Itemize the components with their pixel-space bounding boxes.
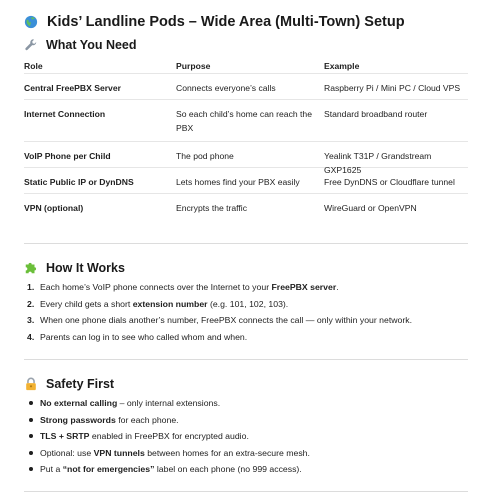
table-cell-role: Internet Connection xyxy=(24,109,106,119)
list-text: Parents can log in to see who called whom and when. xyxy=(40,331,248,342)
table-cell-purpose: Connects everyone’s calls xyxy=(176,83,276,93)
table-header-row xyxy=(24,58,468,74)
table-cell-example: WireGuard or OpenVPN xyxy=(324,203,417,213)
table-row xyxy=(24,168,468,194)
table-row xyxy=(24,142,468,175)
puzzle-icon xyxy=(24,261,38,275)
list-item xyxy=(24,461,468,478)
list-text: . xyxy=(336,282,339,292)
list-item xyxy=(24,428,468,445)
table-cell-role: Static Public IP or DynDNS xyxy=(24,177,134,187)
list-item xyxy=(24,329,468,346)
table-cell-purpose: Encrypts the traffic xyxy=(176,203,248,213)
list-bold-text: extension number xyxy=(132,298,208,309)
list-text: for each phone. xyxy=(115,414,179,425)
list-number: 2. xyxy=(27,298,35,309)
section-heading-text: Safety First xyxy=(46,377,115,391)
table-cell-purpose: Lets homes find your PBX easily xyxy=(176,177,300,187)
list-text: between homes for an extra-secure mesh. xyxy=(144,447,310,458)
section-divider xyxy=(24,359,468,360)
safety-list xyxy=(24,395,468,478)
list-bold-text: VPN tunnels xyxy=(93,447,145,458)
requirements-table xyxy=(24,58,468,220)
section-heading-text: What You Need xyxy=(46,38,137,52)
table-cell-purpose: The pod phone xyxy=(176,151,234,161)
list-item xyxy=(24,312,468,329)
bullet-icon xyxy=(29,418,33,422)
list-number: 1. xyxy=(27,282,35,292)
page-title-text: Kids’ Landline Pods – Wide Area (Multi-Town) Setup xyxy=(47,14,405,30)
section-heading-what-you-need xyxy=(24,38,137,52)
list-text: enabled in FreePBX for encrypted audio. xyxy=(89,431,249,441)
lock-icon xyxy=(24,377,38,391)
column-header-role: Role xyxy=(24,61,43,71)
list-text: When one phone dials another’s number, FreePBX connects the call — only within your network. xyxy=(40,315,412,325)
globe-icon xyxy=(24,15,38,29)
table-cell-example: Free DynDNS or Cloudflare tunnel xyxy=(324,177,455,187)
section-divider xyxy=(24,491,468,492)
how-it-works-list xyxy=(24,279,468,345)
section-heading-how-it-works xyxy=(24,261,125,275)
table-row xyxy=(24,74,468,100)
table-cell-role: VPN (optional) xyxy=(24,203,84,213)
table-row xyxy=(24,194,468,220)
table-cell-purpose: So each child’s home can reach the PBX xyxy=(176,109,312,133)
list-bold-text: FreePBX server xyxy=(271,282,337,292)
list-number: 3. xyxy=(27,315,35,325)
section-heading-text: How It Works xyxy=(46,261,125,275)
list-item xyxy=(24,279,468,296)
table-cell-example: Standard broadband router xyxy=(324,109,428,119)
section-divider xyxy=(24,243,468,244)
list-text: Put a xyxy=(40,464,63,474)
list-text: Optional: use xyxy=(40,447,94,458)
page-title xyxy=(24,12,405,32)
list-bold-text: TLS + SRTP xyxy=(40,431,90,441)
list-bold-text: No external calling xyxy=(40,398,118,408)
list-text: label on each phone (no 999 access). xyxy=(154,464,302,474)
bullet-icon xyxy=(29,451,33,455)
list-text: Every child gets a short xyxy=(40,298,133,309)
table-cell-example: Raspberry Pi / Mini PC / Cloud VPS xyxy=(324,83,461,93)
table-row xyxy=(24,100,468,142)
wrench-icon xyxy=(24,38,38,52)
bullet-icon xyxy=(29,467,33,471)
bullet-icon xyxy=(29,434,33,438)
list-text: (e.g. 101, 102, 103). xyxy=(207,298,289,309)
bullet-icon xyxy=(29,401,33,405)
column-header-example: Example xyxy=(324,61,360,71)
table-cell-role: VoIP Phone per Child xyxy=(24,151,111,161)
table-cell-example: Yealink T31P / Grandstream GXP1625 xyxy=(324,151,432,175)
list-item xyxy=(24,412,468,429)
list-bold-text: “not for emergencies” xyxy=(62,464,155,474)
table-cell-role: Central FreePBX Server xyxy=(24,83,121,93)
list-item xyxy=(24,296,468,313)
section-heading-safety-first xyxy=(24,377,114,391)
list-item xyxy=(24,445,468,462)
list-text: – only internal extensions. xyxy=(117,398,221,408)
list-bold-text: Strong passwords xyxy=(40,414,116,425)
list-number: 4. xyxy=(27,331,35,342)
column-header-purpose: Purpose xyxy=(176,61,211,71)
list-text: Each home’s VoIP phone connects over the Internet to your xyxy=(40,282,272,292)
list-item xyxy=(24,395,468,412)
